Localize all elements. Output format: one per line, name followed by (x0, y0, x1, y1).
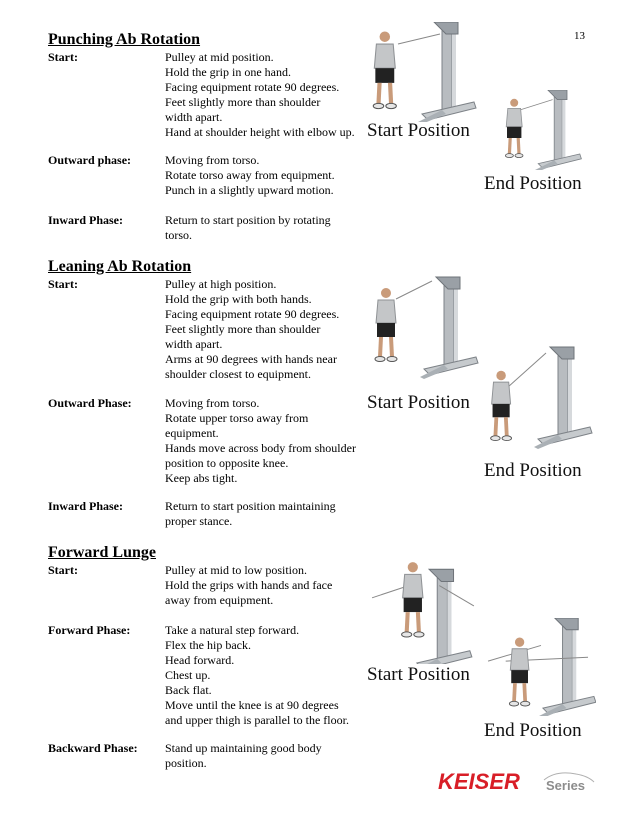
start-position-illustration (368, 22, 478, 122)
end-position-illustration (484, 618, 596, 716)
text-line: Hand at shoulder height with elbow up. (165, 125, 355, 139)
start-position-illustration (368, 552, 480, 664)
text-line: Feet slightly more than shoulder (165, 322, 321, 336)
text-line: Chest up. (165, 668, 211, 682)
text-line: equipment. (165, 426, 219, 440)
text-line: Pulley at mid position. (165, 50, 274, 64)
row-label: Inward Phase: (48, 213, 124, 227)
row-label: Forward Phase: (48, 623, 131, 637)
brand-name: KEISER (438, 769, 520, 794)
text-line: Keep abs tight. (165, 471, 238, 485)
text-line: Hands move across body from shoulder (165, 441, 356, 455)
text-line: Back flat. (165, 683, 212, 697)
start-position-illustration (370, 268, 480, 386)
start-position-label: Start Position (367, 392, 470, 413)
row-label: Start: (48, 277, 78, 291)
section-title-punching-ab-rotation: Punching Ab Rotation (48, 31, 201, 48)
end-position-label: End Position (484, 173, 582, 194)
end-position-label: End Position (484, 460, 582, 481)
text-line: position. (165, 756, 207, 770)
row-text (165, 623, 370, 728)
text-line: away from equipment. (165, 593, 274, 607)
end-position-illustration (484, 338, 594, 456)
text-line: Head forward. (165, 653, 235, 667)
row-text (165, 153, 370, 198)
text-line: Hold the grips with hands and face (165, 578, 333, 592)
text-line: Rotate upper torso away from (165, 411, 309, 425)
row-text (165, 741, 370, 771)
start-position-label: Start Position (367, 664, 470, 685)
row-text (165, 277, 370, 382)
keiser-series-logo (438, 768, 596, 798)
section-title-leaning-ab-rotation: Leaning Ab Rotation (48, 258, 192, 275)
brand-series: Series (546, 778, 586, 793)
row-label: Outward Phase: (48, 396, 132, 410)
text-line: Feet slightly more than shoulder (165, 95, 321, 109)
text-line: width apart. (165, 337, 223, 351)
text-line: shoulder closest to equipment. (165, 367, 311, 381)
text-line: Pulley at mid to low position. (165, 563, 308, 577)
text-line: position to opposite knee. (165, 456, 289, 470)
text-line: Punch in a slightly upward motion. (165, 183, 334, 197)
end-position-label: End Position (484, 720, 582, 741)
section-title-forward-lunge: Forward Lunge (48, 544, 156, 561)
row-label: Start: (48, 563, 78, 577)
text-line: width apart. (165, 110, 223, 124)
text-line: Moving from torso. (165, 396, 260, 410)
text-line: Moving from torso. (165, 153, 260, 167)
text-line: Arms at 90 degrees with hands near (165, 352, 337, 366)
row-text (165, 499, 370, 529)
start-position-label: Start Position (367, 120, 470, 141)
text-line: Rotate torso away from equipment. (165, 168, 335, 182)
text-line: Flex the hip back. (165, 638, 251, 652)
text-line: Move until the knee is at 90 degrees (165, 698, 339, 712)
text-line: Stand up maintaining good body (165, 741, 322, 755)
text-line: and upper thigh is parallel to the floor. (165, 713, 349, 727)
row-text (165, 50, 370, 140)
text-line: Facing equipment rotate 90 degrees. (165, 307, 340, 321)
row-label: Backward Phase: (48, 741, 138, 755)
row-text (165, 213, 370, 243)
row-label: Inward Phase: (48, 499, 124, 513)
text-line: proper stance. (165, 514, 233, 528)
text-line: Pulley at high position. (165, 277, 277, 291)
row-label: Outward phase: (48, 153, 132, 167)
row-label: Start: (48, 50, 78, 64)
text-line: Facing equipment rotate 90 degrees. (165, 80, 340, 94)
text-line: Hold the grip in one hand. (165, 65, 291, 79)
text-line: Take a natural step forward. (165, 623, 300, 637)
row-text (165, 563, 370, 608)
text-line: torso. (165, 228, 192, 242)
page-number: 13 (574, 30, 585, 42)
text-line: Return to start position maintaining (165, 499, 336, 513)
row-text (165, 396, 370, 486)
end-position-illustration (484, 90, 594, 170)
text-line: Return to start position by rotating (165, 213, 331, 227)
text-line: Hold the grip with both hands. (165, 292, 312, 306)
